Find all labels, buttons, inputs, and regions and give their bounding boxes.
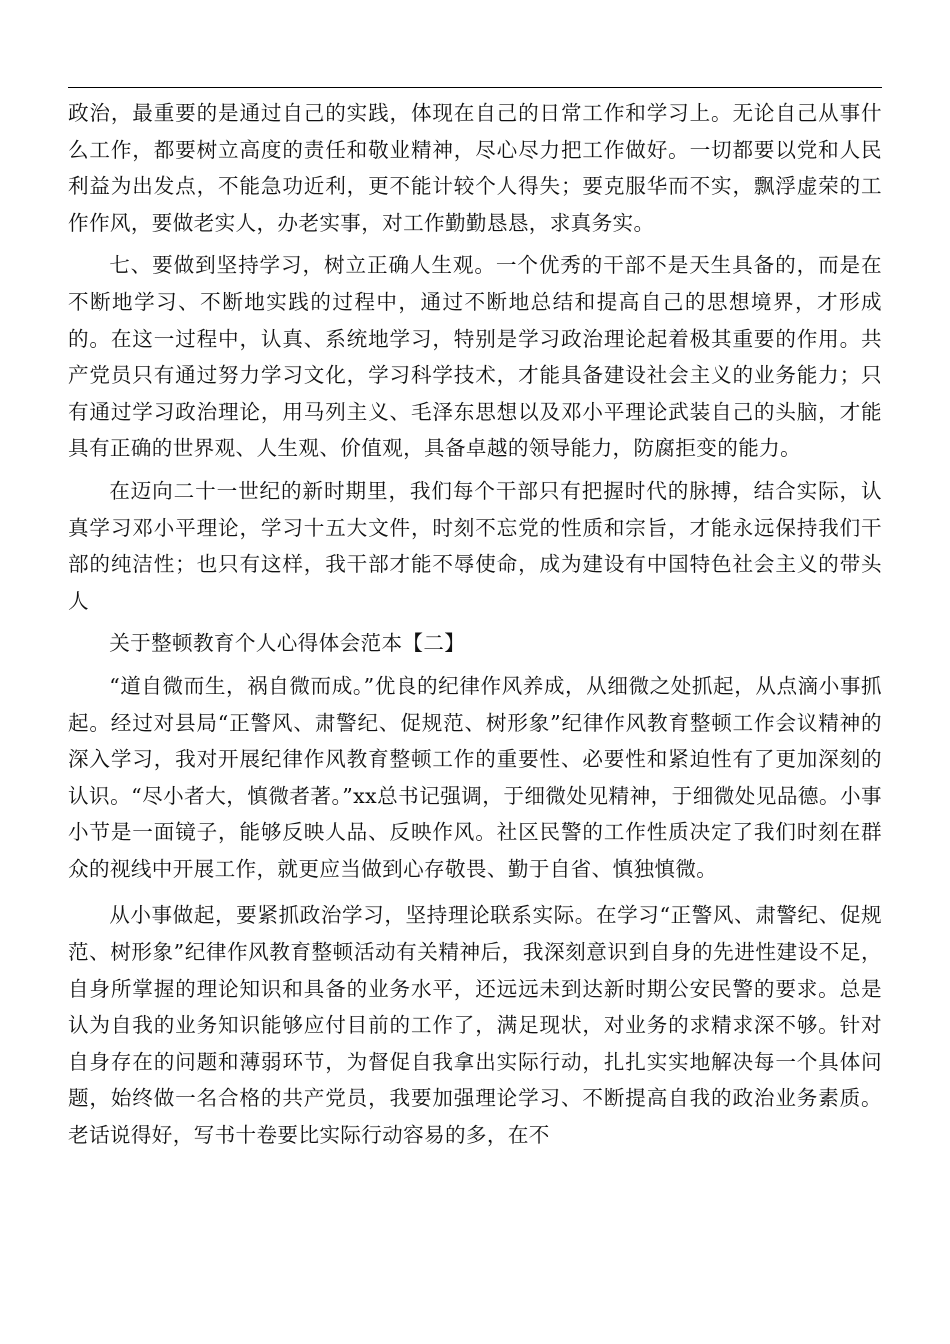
paragraph-continuation: 政治，最重要的是通过自己的实践，体现在自己的日常工作和学习上。无论自己从事什么工作，都要树立高度的责任和敬业精神，尽心尽力把工作做好。一切都要以党和人民利益为出发点，不能急功近利，更不能计较个人得失；要克服华而不实，飘浮虚荣的工作作风，要做老实人，办老实事，对工作勤勤恳恳，求真务实。	[68, 101, 882, 235]
paragraph-political-study: 从小事做起，要紧抓政治学习，坚持理论联系实际。在学习“正警风、肃警纪、促规范、树形象”纪律作风教育整顿活动有关精神后，我深刻意识到自身的先进性建设不足，自身所掌握的理论知识和具备的业务水平，还远远未到达新时期公安民警的要求。总是认为自我的业务知识能够应付目前的工作了，满足现状，对业务的求精求深不够。针对自身存在的问题和薄弱环节，为督促自我拿出实际行动，扎扎实实地解决每一个具体问题，始终做一名合格的共产党员，我要加强理论学习、不断提高自我的政治业务素质。老话说得好，写书十卷要比实际行动容易的多，在不	[68, 903, 882, 1148]
paragraph-study: 七、要做到坚持学习，树立正确人生观。一个优秀的干部不是天生具备的，而是在不断地学习、不断地实践的过程中，通过不断地总结和提高自己的思想境界，才形成的。在这一过程中，认真、系统地学习，特别是学习政治理论起着极其重要的作用。共产党员只有通过努力学习文化，学习科学技术，才能具备建设社会主义的业务能力；只有通过学习政治理论，用马列主义、毛泽东思想以及邓小平理论武装自己的头脑，才能具有正确的世界观、人生观、价值观，具备卓越的领导能力，防腐拒变的能力。	[68, 253, 882, 461]
paragraph-new-era: 在迈向二十一世纪的新时期里，我们每个干部只有把握时代的脉搏，结合实际，认真学习邓小平理论，学习十五大文件，时刻不忘党的性质和宗旨，才能永远保持我们干部的纯洁性；也只有这样，我干部才能不辱使命，成为建设有中国特色社会主义的带头人	[68, 478, 882, 613]
header-rule	[68, 87, 882, 88]
paragraph-discipline: “道自微而生，祸自微而成。”优良的纪律作风养成，从细微之处抓起，从点滴小事抓起。经过对县局“正警风、肃警纪、促规范、树形象”纪律作风教育整顿工作会议精神的深入学习，我对开展纪律作风教育整顿工作的重要性、必要性和紧迫性有了更加深刻的认识。“尽小者大，慎微者著。”xx总书记强调，于细微处见精神，于细微处见品德。小事小节是一面镜子，能够反映人品、反映作风。社区民警的工作性质决定了我们时刻在群众的视线中开展工作，就更应当做到心存敬畏、勤于自省、慎独慎微。	[68, 673, 882, 881]
document-body	[68, 95, 882, 1154]
section-heading: 关于整顿教育个人心得体会范本【二】	[109, 631, 466, 656]
